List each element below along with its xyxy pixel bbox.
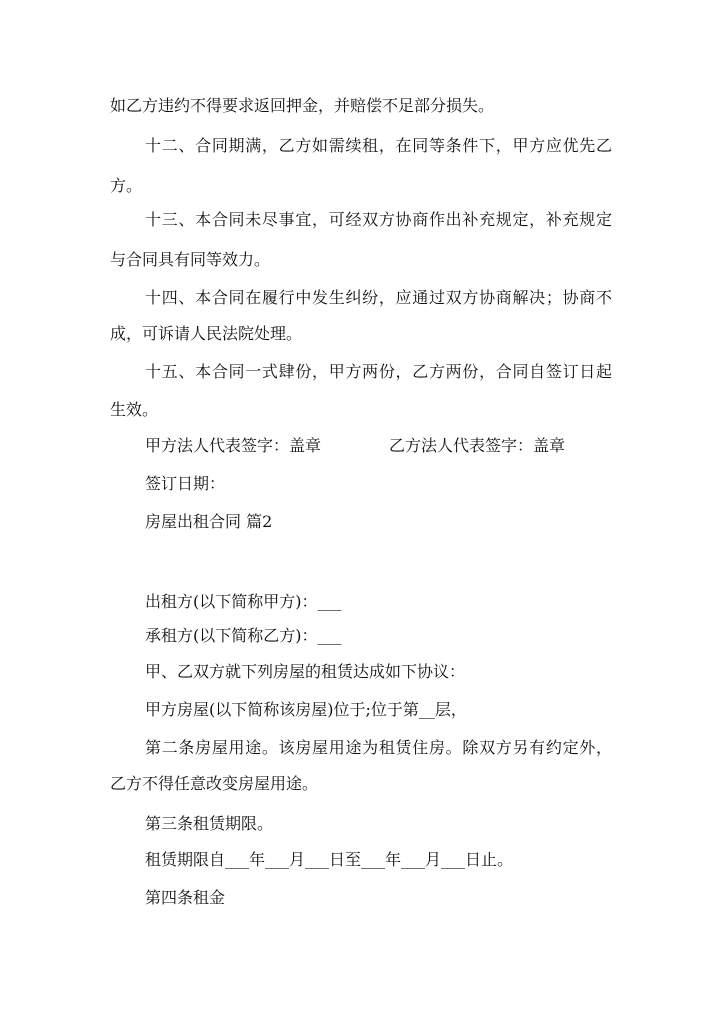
lessor-line: 出租方(以下简称甲方)：___ — [145, 592, 342, 611]
agreement-intro: 甲、乙双方就下列房屋的租赁达成如下协议： — [145, 662, 466, 681]
clause-13-line-2: 与合同具有同等效力。 — [110, 250, 271, 269]
paragraph-line: 如乙方违约不得要求返回押金，并赔偿不足部分损失。 — [110, 96, 495, 115]
clause-13-line-1: 十三、本合同未尽事宜，可经双方协商作出补充规定，补充规定 — [145, 210, 612, 229]
house-location-line: 甲方房屋(以下简称该房屋)位于;位于第__层， — [145, 700, 467, 719]
clause-15-line-1: 十五、本合同一式肆份，甲方两份，乙方两份，合同自签订日起 — [145, 362, 612, 381]
article-3-title: 第三条租赁期限。 — [145, 814, 274, 833]
article-2-line-1: 第二条房屋用途。该房屋用途为租赁住房。除双方另有约定外， — [145, 738, 612, 757]
article-2-line-2: 乙方不得任意改变房屋用途。 — [110, 774, 319, 793]
section-title: 房屋出租合同 篇2 — [145, 512, 273, 531]
clause-12-line-2: 方。 — [110, 176, 143, 195]
lease-term-line: 租赁期限自___年___月___日至___年___月___日止。 — [145, 850, 514, 869]
clause-12-line-1: 十二、合同期满，乙方如需续租，在同等条件下，甲方应优先乙 — [145, 136, 612, 155]
clause-14-line-1: 十四、本合同在履行中发生纠纷，应通过双方协商解决；协商不 — [145, 288, 612, 307]
lessee-line: 承租方(以下简称乙方)：___ — [145, 626, 342, 645]
party-a-signature: 甲方法人代表签字：盖章 — [145, 436, 322, 455]
party-b-signature: 乙方法人代表签字：盖章 — [389, 436, 566, 455]
article-4-title: 第四条租金 — [145, 888, 226, 907]
clause-14-line-2: 成，可诉请人民法院处理。 — [110, 324, 303, 343]
clause-15-line-2: 生效。 — [110, 400, 159, 419]
signature-line — [145, 436, 565, 456]
sign-date: 签订日期： — [145, 474, 226, 493]
